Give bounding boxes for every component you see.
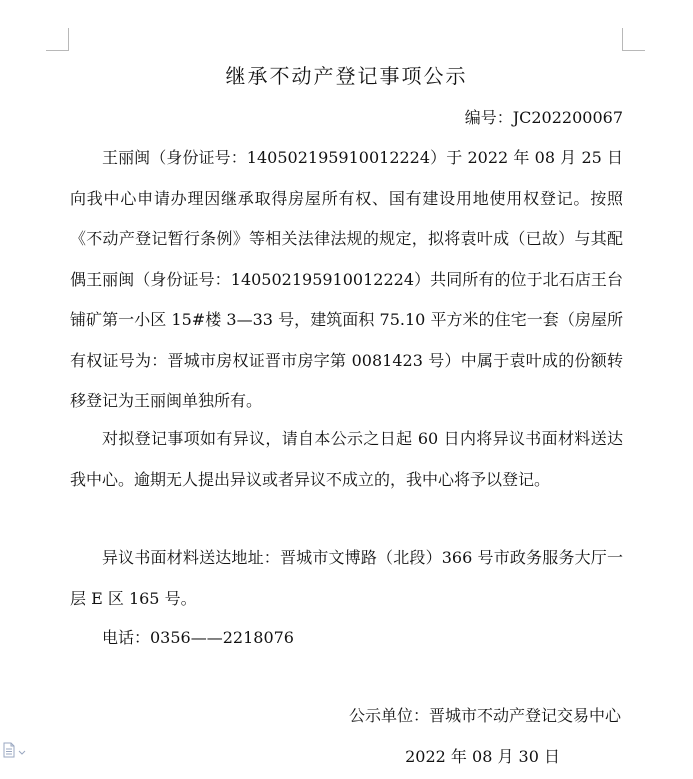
- notice-title: 继承不动产登记事项公示: [225, 64, 468, 88]
- paragraph-phone: 电话：0356——2218076: [102, 628, 294, 647]
- issue-date: 2022 年 08 月 30 日: [405, 747, 560, 766]
- paragraph-application: 王丽闽（身份证号：140502195910012224）于 2022 年 08 月 25 日向我中心申请办理因继承取得房屋所有权、国有建设用地使用权登记。按照《不动产登记暂行条例》等相关法律法规的规定，拟将袁叶成（已故）与其配偶王丽闽（身份证号：140502195910012224）共同所有的位于北石店王台铺矿第一小区 15#楼 3—33 号，建筑面积 75.10 平方米的住宅一套（房屋所有权证号为：晋城市房权证晋市房字第 0081423 号）中属于袁叶成的份额转移登记为王丽闽单独所有。: [70, 148, 623, 410]
- notice-number: 编号：JC202200067: [464, 108, 623, 127]
- crop-mark-top-right: [622, 28, 645, 51]
- crop-mark-top-left: [46, 28, 69, 51]
- document-icon[interactable]: [2, 742, 28, 758]
- paragraph-address: 异议书面材料送达地址：晋城市文博路（北段）366 号市政务服务大厅一层 E 区 165 号。: [70, 548, 623, 608]
- issuer-line: 公示单位：晋城市不动产登记交易中心: [348, 706, 621, 725]
- paragraph-objection: 对拟登记事项如有异议，请自本公示之日起 60 日内将异议书面材料送达我中心。逾期无人提出异议或者异议不成立的，我中心将予以登记。: [70, 429, 623, 489]
